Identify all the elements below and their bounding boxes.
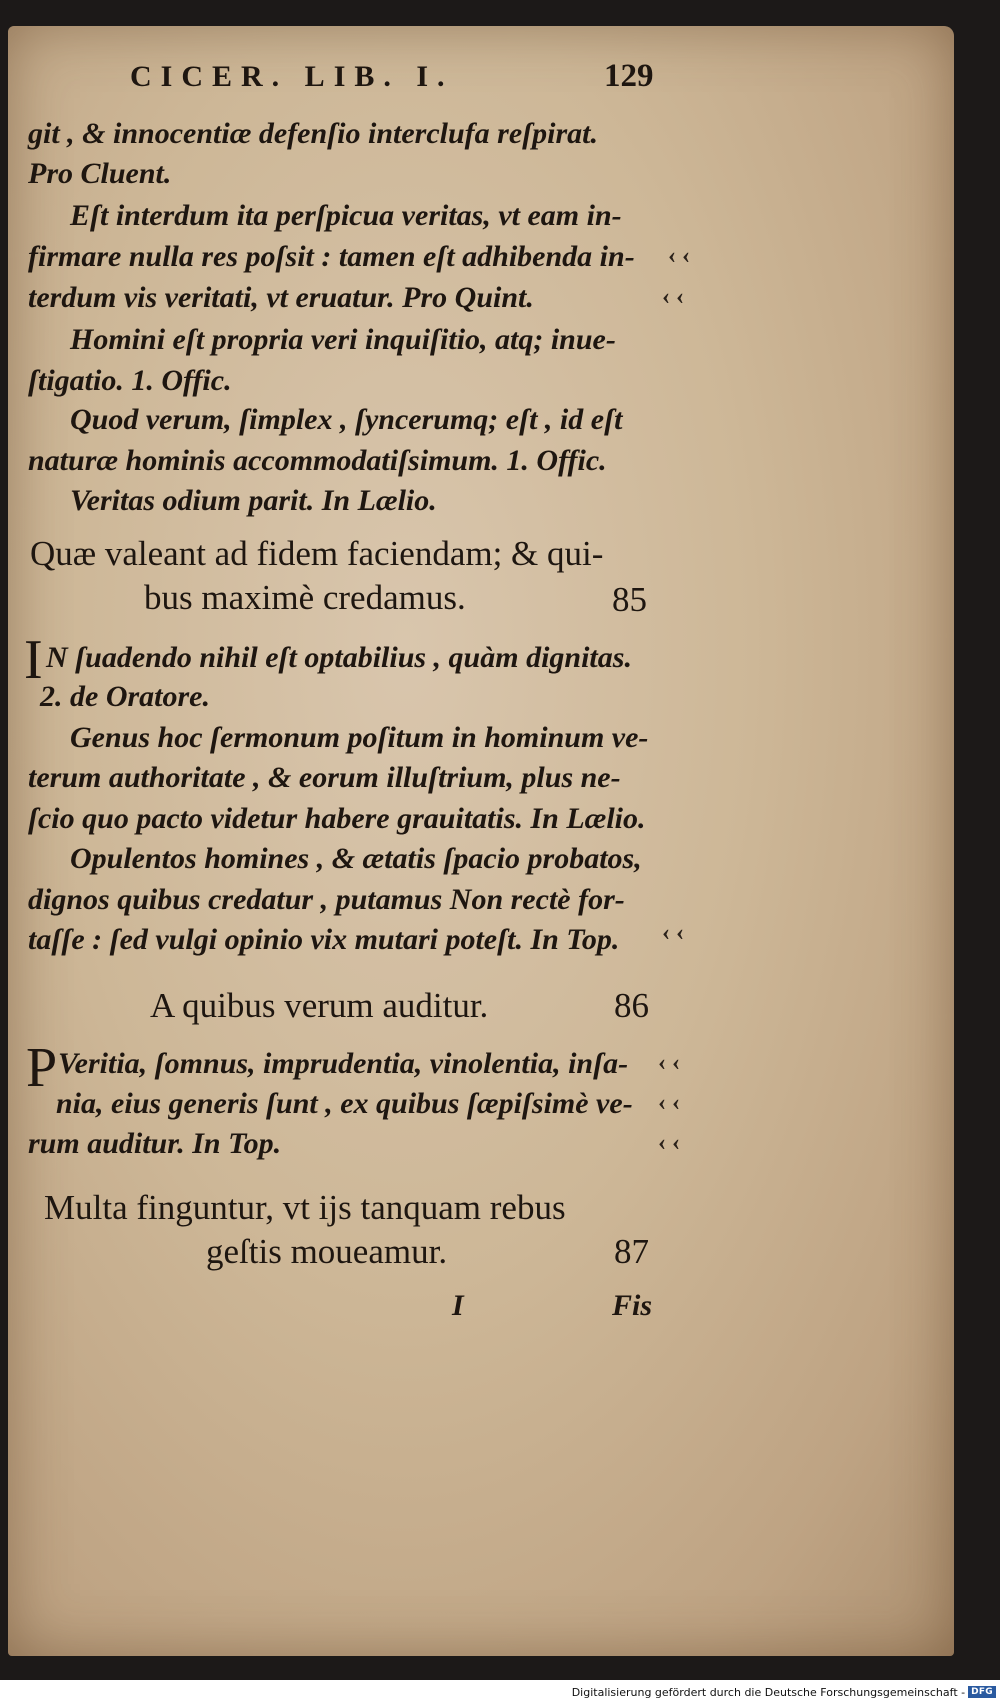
section-number-85: 85	[612, 580, 647, 619]
text-line: terum authoritate , & eorum illuſtrium, plus ne-	[28, 761, 621, 794]
margin-quote-mark: ‹ ‹	[662, 920, 684, 946]
signature-mark: I	[452, 1289, 464, 1322]
text-line: Veritia, ſomnus, imprudentia, vinolentia, inſa-	[58, 1047, 629, 1080]
section-number-87: 87	[614, 1232, 649, 1271]
text-line: ſcio quo pacto videtur habere grauitatis. In Lælio.	[28, 802, 646, 835]
text-line: nia, eius generis ſunt , ex quibus ſæpiſsimè ve-	[56, 1087, 633, 1120]
text-line: ſtigatio. 1. Offic.	[28, 364, 232, 397]
section-heading-86: A quibus verum auditur.	[150, 986, 489, 1025]
funding-credit	[572, 1684, 996, 1700]
dfg-logo: DFG	[968, 1686, 996, 1698]
text-line: Pro Cluent.	[28, 157, 172, 190]
text-line: Eſt interdum ita perſpicua veritas, vt eam in-	[70, 199, 622, 232]
text-line: taſſe : ſed vulgi opinio vix mutari poteſt. In Top.	[28, 923, 620, 956]
text-line: Opulentos homines , & ætatis ſpacio probatos,	[70, 842, 642, 875]
drop-cap-initial: P	[26, 1037, 58, 1099]
credit-text: Digitalisierung gefördert durch die Deutsche Forschungsgemeinschaft -	[571, 1685, 966, 1699]
text-line: 2. de Oratore.	[40, 680, 210, 713]
text-line: Genus hoc ſermonum poſitum in hominum ve-	[70, 721, 649, 754]
margin-quote-mark: ‹ ‹	[662, 284, 684, 310]
section-heading-87-line2: geſtis moueamur.	[206, 1232, 448, 1271]
margin-quote-mark: ‹ ‹	[658, 1130, 680, 1156]
running-head: CICER. LIB. I.	[130, 60, 454, 93]
text-line: naturæ hominis accommodatiſsimum. 1. Offic.	[28, 444, 607, 477]
text-line: Quod verum, ſimplex , ſyncerumq; eſt , id eſt	[70, 403, 623, 436]
text-line: dignos quibus credatur , putamus Non rectè for-	[28, 883, 625, 916]
page-number: 129	[604, 58, 654, 94]
margin-quote-mark: ‹ ‹	[668, 243, 690, 269]
text-line: Homini eſt propria veri inquiſitio, atq; inue-	[70, 323, 616, 356]
text-line: terdum vis veritati, vt eruatur. Pro Quint.	[28, 281, 534, 314]
margin-quote-mark: ‹ ‹	[658, 1050, 680, 1076]
section-heading-85-line2: bus maximè credamus.	[144, 578, 466, 617]
text-line: rum auditur. In Top.	[28, 1127, 282, 1160]
drop-cap-initial: I	[24, 629, 43, 691]
margin-quote-mark: ‹ ‹	[658, 1090, 680, 1116]
text-line: N ſuadendo nihil eſt optabilius , quàm dignitas.	[46, 641, 632, 674]
catchword: Fis	[612, 1289, 653, 1322]
section-heading-87-line1: Multa finguntur, vt ijs tanquam rebus	[44, 1188, 566, 1227]
text-line: Veritas odium parit. In Lælio.	[70, 484, 437, 517]
text-line: firmare nulla res poſsit : tamen eſt adhibenda in-	[28, 240, 635, 273]
section-number-86: 86	[614, 986, 649, 1025]
section-heading-85-line1: Quæ valeant ad fidem faciendam; & qui-	[30, 534, 604, 573]
text-line: git , & innocentiæ defenſio interclufa reſpirat.	[28, 117, 598, 150]
